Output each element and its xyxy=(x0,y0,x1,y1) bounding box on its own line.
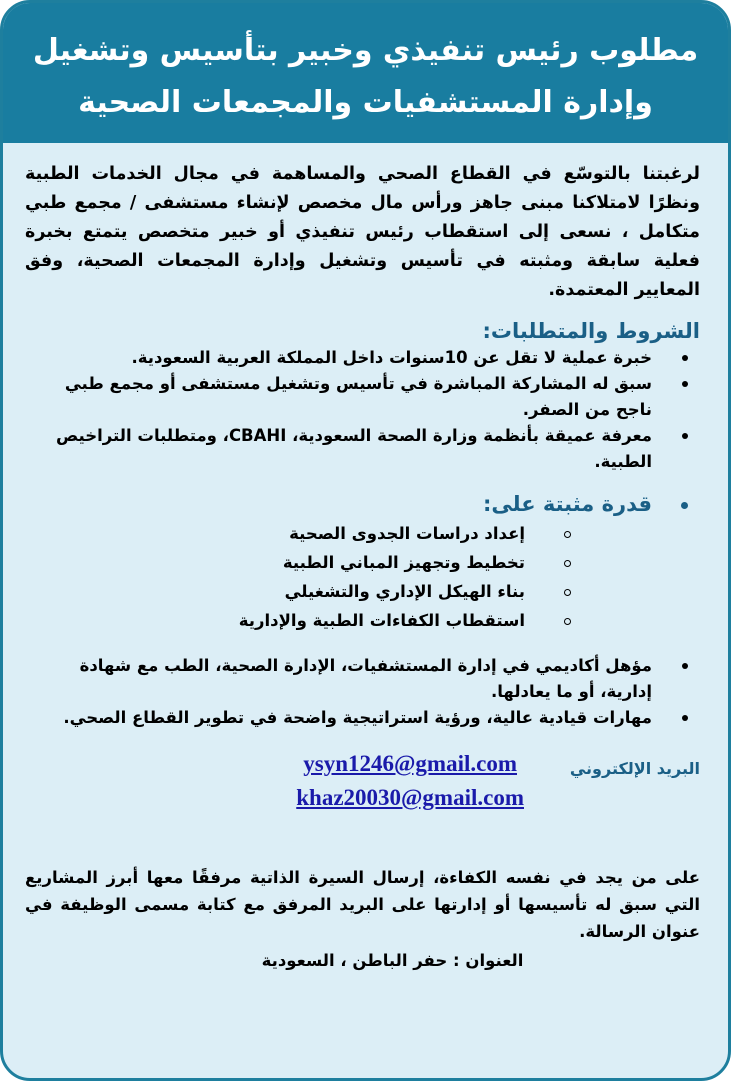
requirements-list xyxy=(25,345,700,475)
circle-bullet-icon xyxy=(564,618,571,625)
list-item: بناء الهيكل الإداري والتشغيلي xyxy=(25,577,700,606)
bullet-icon xyxy=(681,502,688,509)
bullet-icon xyxy=(682,663,688,669)
email-link-1[interactable]: ysyn1246@gmail.com xyxy=(303,751,517,776)
bullet-icon xyxy=(682,433,688,439)
circle-bullet-icon xyxy=(564,560,571,567)
list-item: إعداد دراسات الجدوى الصحية xyxy=(25,519,700,548)
ability-list xyxy=(25,519,700,635)
address-line: العنوان : حفر الباطن ، السعودية xyxy=(261,951,524,970)
list-item: تخطيط وتجهيز المباني الطبية xyxy=(25,548,700,577)
more-requirements-list xyxy=(25,653,700,731)
title-line-2: وإدارة المستشفيات والمجمعات الصحية xyxy=(78,85,653,120)
bullet-icon xyxy=(682,381,688,387)
list-item: مهارات قيادية عالية، ورؤية استراتيجية واضحة في تطوير القطاع الصحي. xyxy=(25,705,700,731)
requirements-title: الشروط والمتطلبات: xyxy=(482,319,700,343)
email-link-2[interactable]: khaz20030@gmail.com xyxy=(296,785,524,810)
list-item: خبرة عملية لا تقل عن 10سنوات داخل المملكة العربية السعودية. xyxy=(25,345,700,371)
closing-paragraph: على من يجد في نفسه الكفاءة، إرسال السيرة الذاتية مرفقًا معها أبرز المشاريع التي سبق له تأسيسها أو إدارتها على البريد المرفق مع كتابة مسمى الوظيفة في عنوان الرسالة. xyxy=(25,868,700,941)
ability-title: قدرة مثبتة على: xyxy=(25,489,700,519)
circle-bullet-icon xyxy=(564,531,571,538)
ad-header xyxy=(3,3,728,143)
bullet-icon xyxy=(682,355,688,361)
intro-paragraph: لرغبتنا بالتوسّع في القطاع الصحي والمساهمة في مجال الخدمات الطبية ونظرًا لامتلاكنا مبنى جاهز ورأس مال مخصص لإنشاء مستشفى / مجمع طبي متكامل ، نسعى إلى استقطاب رئيس تنفيذي أو خبير متخصص يتمتع بخبرة فعلية سابقة ومثبته في تأسيس وتشغيل وإدارة المجمعات الصحية، وفق المعايير المعتمدة. xyxy=(25,164,700,300)
email-label: البريد الإلكتروني xyxy=(569,759,700,778)
list-item: معرفة عميقة بأنظمة وزارة الصحة السعودية، CBAHI، ومتطلبات التراخيص الطبية. xyxy=(25,423,700,475)
list-item: سبق له المشاركة المباشرة في تأسيس وتشغيل مستشفى أو مجمع طبي ناجح من الصفر. xyxy=(25,371,700,423)
ad-content xyxy=(3,160,728,970)
list-item: استقطاب الكفاءات الطبية والإدارية xyxy=(25,606,700,635)
list-item: مؤهل أكاديمي في إدارة المستشفيات، الإدارة الصحية، الطب مع شهادة إدارية، أو ما يعادلها. xyxy=(25,653,700,705)
title-line-1: مطلوب رئيس تنفيذي وخبير بتأسيس وتشغيل xyxy=(32,33,699,68)
circle-bullet-icon xyxy=(564,589,571,596)
bullet-icon xyxy=(682,715,688,721)
contact-block xyxy=(25,751,700,834)
